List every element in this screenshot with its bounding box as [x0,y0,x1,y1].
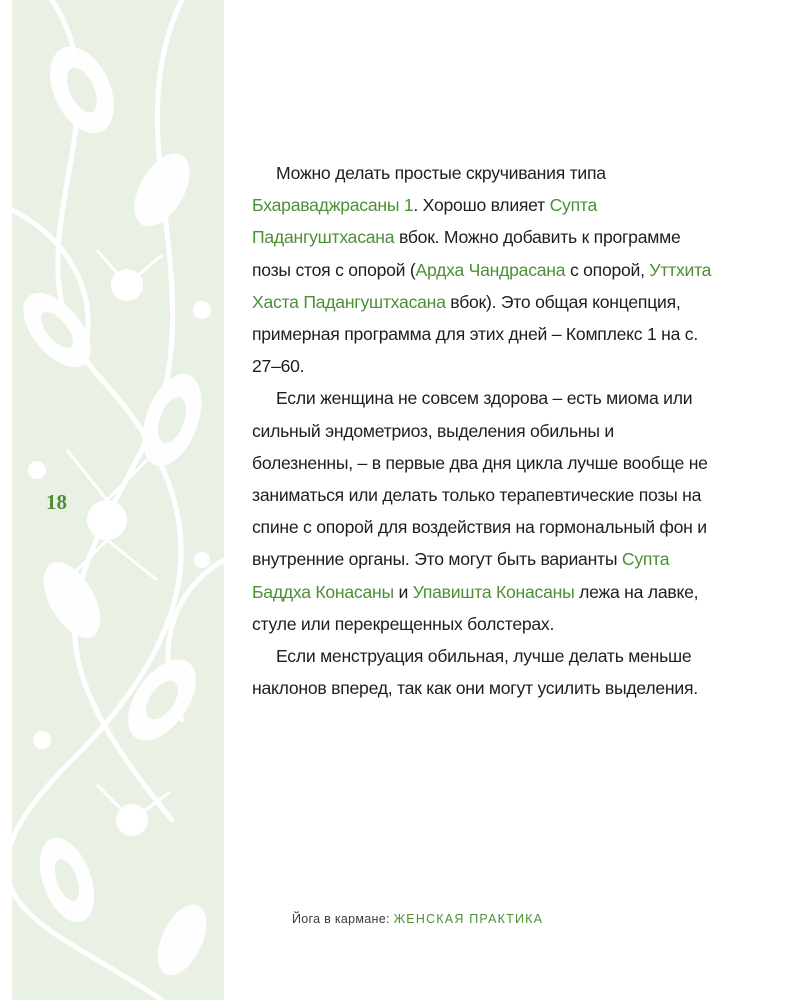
text-segment: вбок). Это общая концепция, примерная программа для этих дней – Комплекс 1 на с. 27–60. [252,291,698,377]
text-segment: вбок. Можно добавить к программе позы стоя с опорой ( [252,227,681,280]
pose-name: Упавишта Конасаны [412,581,575,602]
running-footer [292,912,543,926]
pose-name: Супта Баддха Конасаны [252,549,670,602]
paragraph [252,640,712,704]
text-segment: с опорой, [565,259,650,280]
pose-name: Уттхита Хаста Падангуштхасана [252,259,712,312]
text-segment: и [393,581,413,602]
body-text [252,157,712,704]
pose-name: Ардха Чандрасана [415,259,566,280]
paragraph [252,382,712,640]
text-segment: Если женщина не совсем здорова – есть миома или сильный эндометриоз, выделения обильны и болезненны, – в первые два дня цикла лучше вообще не заниматься или делать только терапевтические позы на спине с опорой для воздействия на гормональный фон и внутренние органы. Это могут быть варианты [252,388,708,570]
floral-ornament-strip [12,0,224,1000]
paragraph [252,157,712,382]
footer-series-title: ЖЕНСКАЯ ПРАКТИКА [393,912,544,926]
footer-book-title: Йога в кармане: [292,912,394,926]
text-segment: Если менструация обильная, лучше делать меньше наклонов вперед, так как они могут усилить выделения. [252,646,698,699]
text-segment: лежа на лавке, стуле или перекрещенных болстерах. [252,581,699,634]
page-number: 18 [46,490,67,514]
floral-ornament-icon [12,0,224,1000]
pose-name: Супта Падангуштхасана [252,195,598,248]
text-segment: Можно делать простые скручивания типа [276,163,606,183]
text-segment: . Хорошо влияет [413,195,550,216]
pose-name: Бхараваджрасаны 1 [252,195,414,216]
